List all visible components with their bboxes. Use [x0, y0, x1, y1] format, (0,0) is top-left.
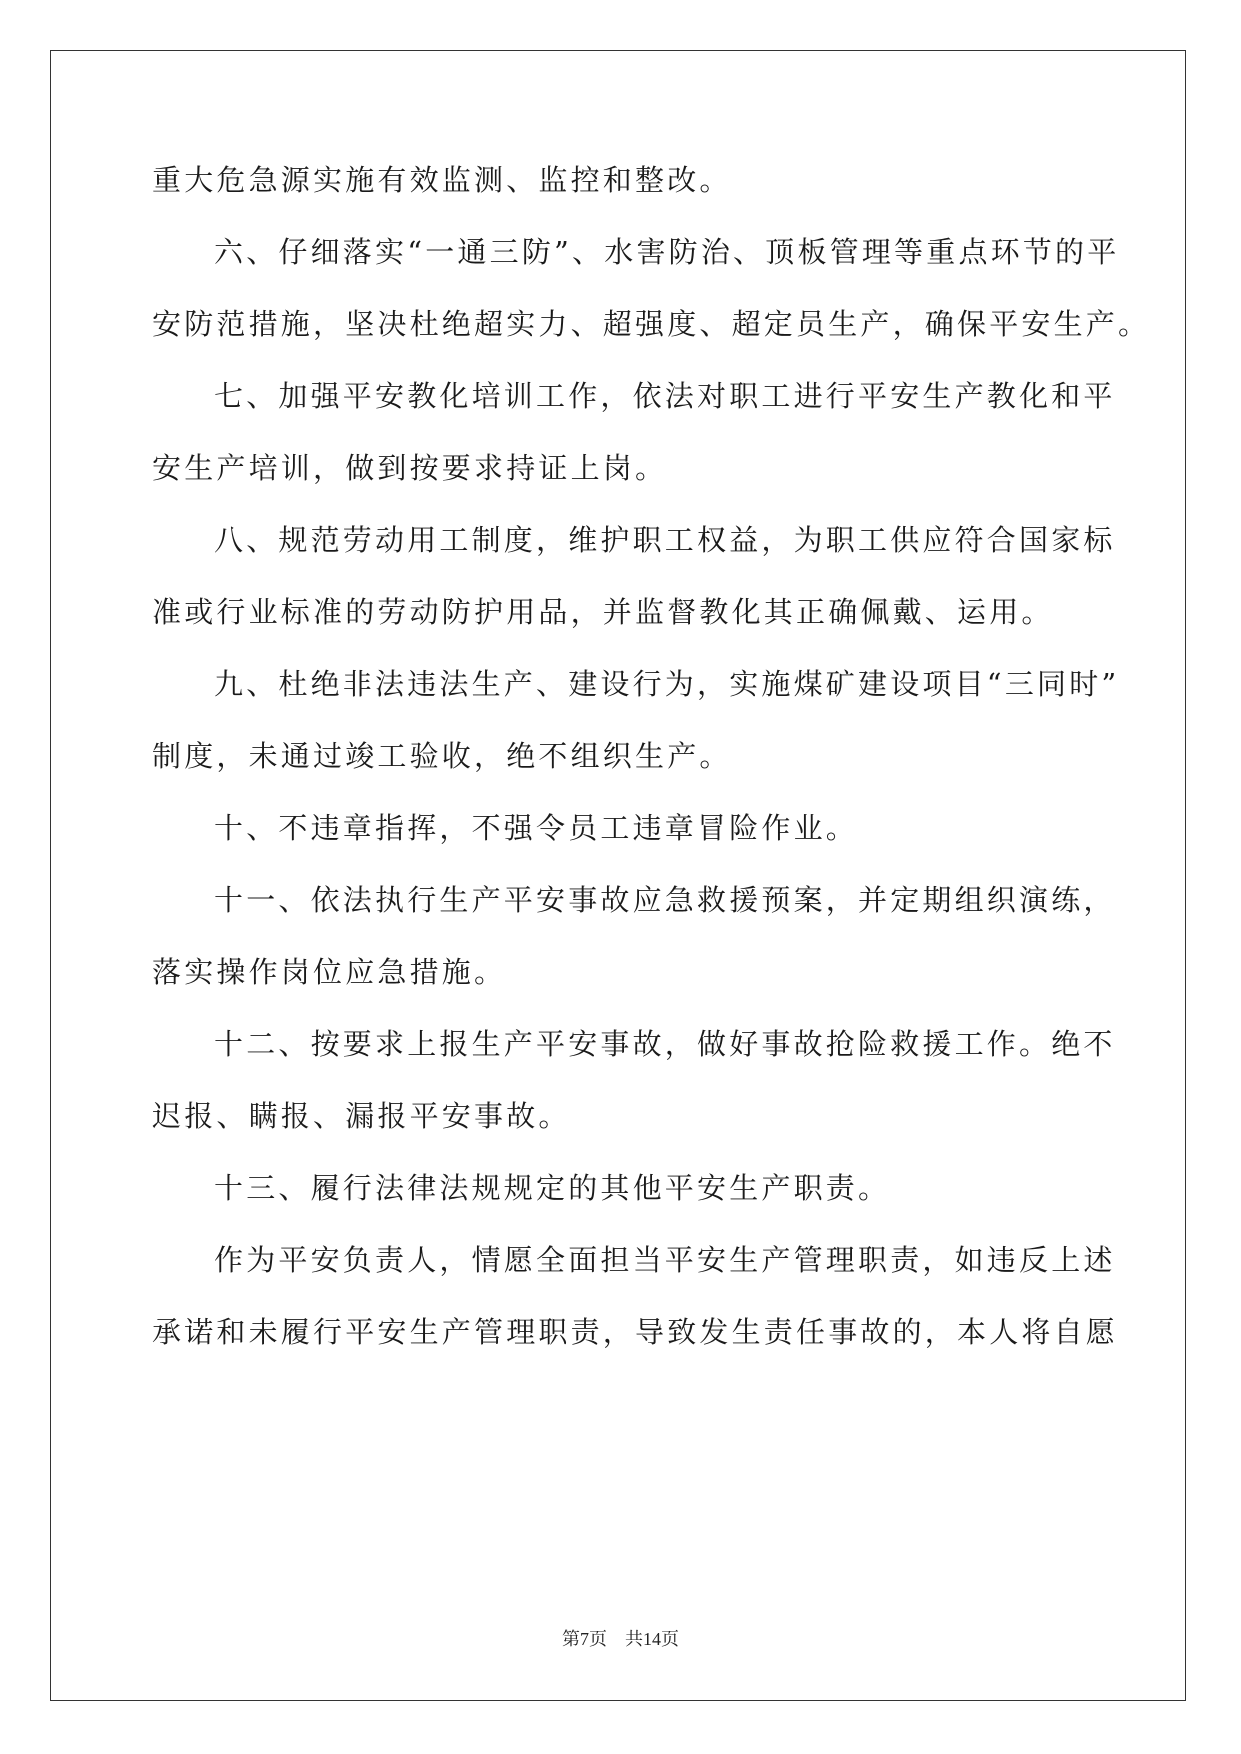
- paragraph-7-line-2: 安生产培训，做到按要求持证上岗。: [152, 451, 668, 485]
- paragraph-8-line-1: 八、规范劳动用工制度，维护职工权益，为职工供应符合国家标: [214, 523, 1116, 557]
- closing-paragraph-line-2: 承诺和未履行平安生产管理职责，导致发生责任事故的，本人将自愿: [152, 1315, 1119, 1349]
- paragraph-10-line-1: 十、不违章指挥，不强令员工违章冒险作业。: [214, 811, 859, 845]
- paragraph-9-line-1: 九、杜绝非法违法生产、建设行为，实施煤矿建设项目“三同时”: [214, 667, 1120, 701]
- total-pages: 共14页: [625, 1629, 679, 1649]
- paragraph-12-line-2: 迟报、瞒报、漏报平安事故。: [152, 1099, 571, 1133]
- paragraph-6-line-1: 六、仔细落实“一通三防”、水害防治、顶板管理等重点环节的平: [214, 235, 1120, 269]
- paragraph-11-line-2: 落实操作岗位应急措施。: [152, 955, 507, 989]
- page-footer: [0, 1627, 1241, 1651]
- page-number: 第7页: [562, 1629, 607, 1649]
- page-border: [50, 50, 1186, 1701]
- text-line: 重大危急源实施有效监测、监控和整改。: [152, 163, 732, 197]
- paragraph-8-line-2: 准或行业标准的劳动防护用品，并监督教化其正确佩戴、运用。: [152, 595, 1054, 629]
- closing-paragraph-line-1: 作为平安负责人，情愿全面担当平安生产管理职责，如违反上述: [214, 1243, 1116, 1277]
- paragraph-12-line-1: 十二、按要求上报生产平安事故，做好事故抢险救援工作。绝不: [214, 1027, 1116, 1061]
- paragraph-6-line-2: 安防范措施，坚决杜绝超实力、超强度、超定员生产，确保平安生产。: [152, 307, 1151, 341]
- paragraph-11-line-1: 十一、依法执行生产平安事故应急救援预案，并定期组织演练，: [214, 883, 1116, 917]
- paragraph-7-line-1: 七、加强平安教化培训工作，依法对职工进行平安生产教化和平: [214, 379, 1116, 413]
- paragraph-13-line-1: 十三、履行法律法规规定的其他平安生产职责。: [214, 1171, 891, 1205]
- paragraph-9-line-2: 制度，未通过竣工验收，绝不组织生产。: [152, 739, 732, 773]
